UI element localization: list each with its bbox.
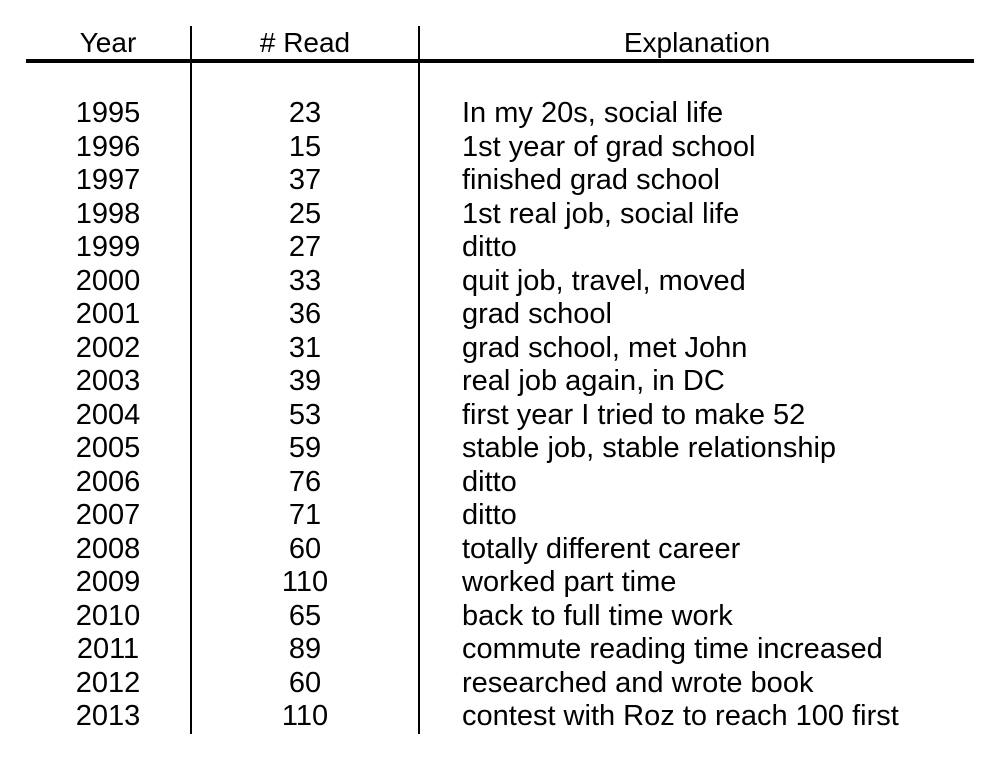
- table-row: [26, 231, 974, 265]
- explanation-cell: grad school: [418, 298, 974, 332]
- explanation-cell: contest with Roz to reach 100 first: [418, 700, 974, 734]
- year-cell: 2013: [75, 700, 141, 732]
- explanation-cell: ditto: [418, 499, 974, 533]
- explanation-cell: finished grad school: [418, 164, 974, 198]
- read-count-cell: 89: [190, 633, 418, 667]
- explanation-cell: ditto: [418, 466, 974, 500]
- year-cell: 1996: [75, 130, 141, 163]
- table-row: [26, 399, 974, 433]
- explanation-cell: researched and wrote book: [418, 667, 974, 701]
- table-body: [26, 97, 974, 734]
- read-count-cell: 23: [190, 97, 418, 131]
- year-cell: 1999: [75, 231, 141, 263]
- table-row: [26, 365, 974, 399]
- explanation-cell: quit job, travel, moved: [418, 265, 974, 299]
- year-cell: 2001: [75, 298, 141, 330]
- spacer-cell: [418, 63, 974, 97]
- year-cell: 2005: [75, 432, 141, 464]
- read-count-cell: 25: [190, 198, 418, 232]
- column-header-num-read: # Read: [190, 26, 418, 59]
- read-count-cell: 33: [190, 265, 418, 299]
- explanation-cell: grad school, met John: [418, 332, 974, 366]
- spacer-cell: [26, 63, 190, 97]
- column-header-explanation: Explanation: [418, 26, 974, 59]
- table-row: [26, 499, 974, 533]
- table-row: [26, 265, 974, 299]
- explanation-cell: back to full time work: [418, 600, 974, 634]
- column-header-year: Year: [79, 27, 137, 58]
- explanation-cell: worked part time: [418, 566, 974, 600]
- read-count-cell: 27: [190, 231, 418, 265]
- read-count-cell: 31: [190, 332, 418, 366]
- year-cell: 2006: [75, 465, 141, 498]
- explanation-cell: totally different career: [418, 533, 974, 567]
- read-count-cell: 60: [190, 533, 418, 567]
- table-row: [26, 131, 974, 165]
- read-count-cell: 110: [190, 566, 418, 600]
- header-spacer-row: [26, 63, 974, 97]
- table-row: [26, 298, 974, 332]
- read-count-cell: 71: [190, 499, 418, 533]
- explanation-cell: ditto: [418, 231, 974, 265]
- spacer-cell: [190, 63, 418, 97]
- read-count-cell: 76: [190, 466, 418, 500]
- table-row: [26, 466, 974, 500]
- explanation-cell: real job again, in DC: [418, 365, 974, 399]
- explanation-cell: 1st year of grad school: [418, 131, 974, 165]
- read-count-cell: 15: [190, 131, 418, 165]
- year-cell: 1998: [75, 197, 141, 230]
- year-cell: 2000: [75, 264, 141, 297]
- table-row: [26, 332, 974, 366]
- year-cell: 2008: [75, 532, 141, 565]
- year-cell: 2010: [75, 599, 141, 632]
- explanation-cell: commute reading time increased: [418, 633, 974, 667]
- year-cell: 2003: [75, 365, 141, 397]
- books-read-per-year-table: [26, 26, 974, 734]
- explanation-cell: 1st real job, social life: [418, 198, 974, 232]
- read-count-cell: 37: [190, 164, 418, 198]
- table-row: [26, 667, 974, 701]
- table-header-row: [26, 26, 974, 63]
- read-count-cell: 65: [190, 600, 418, 634]
- table-row: [26, 432, 974, 466]
- table-row: [26, 700, 974, 734]
- year-cell: 2012: [75, 666, 141, 699]
- year-cell: 1995: [75, 97, 141, 129]
- table-row: [26, 198, 974, 232]
- table-row: [26, 164, 974, 198]
- table-row: [26, 600, 974, 634]
- year-cell: 2002: [75, 331, 141, 364]
- year-cell: 1997: [75, 164, 141, 196]
- year-cell: 2009: [75, 566, 141, 598]
- read-count-cell: 36: [190, 298, 418, 332]
- read-count-cell: 110: [190, 700, 418, 734]
- table-row: [26, 533, 974, 567]
- explanation-cell: stable job, stable relationship: [418, 432, 974, 466]
- year-cell: 2004: [75, 398, 141, 431]
- table-row: [26, 633, 974, 667]
- read-count-cell: 53: [190, 399, 418, 433]
- read-count-cell: 39: [190, 365, 418, 399]
- explanation-cell: In my 20s, social life: [418, 97, 974, 131]
- read-count-cell: 60: [190, 667, 418, 701]
- table-row: [26, 97, 974, 131]
- year-cell: 2011: [76, 633, 140, 665]
- year-cell: 2007: [75, 499, 141, 531]
- table-row: [26, 566, 974, 600]
- explanation-cell: first year I tried to make 52: [418, 399, 974, 433]
- read-count-cell: 59: [190, 432, 418, 466]
